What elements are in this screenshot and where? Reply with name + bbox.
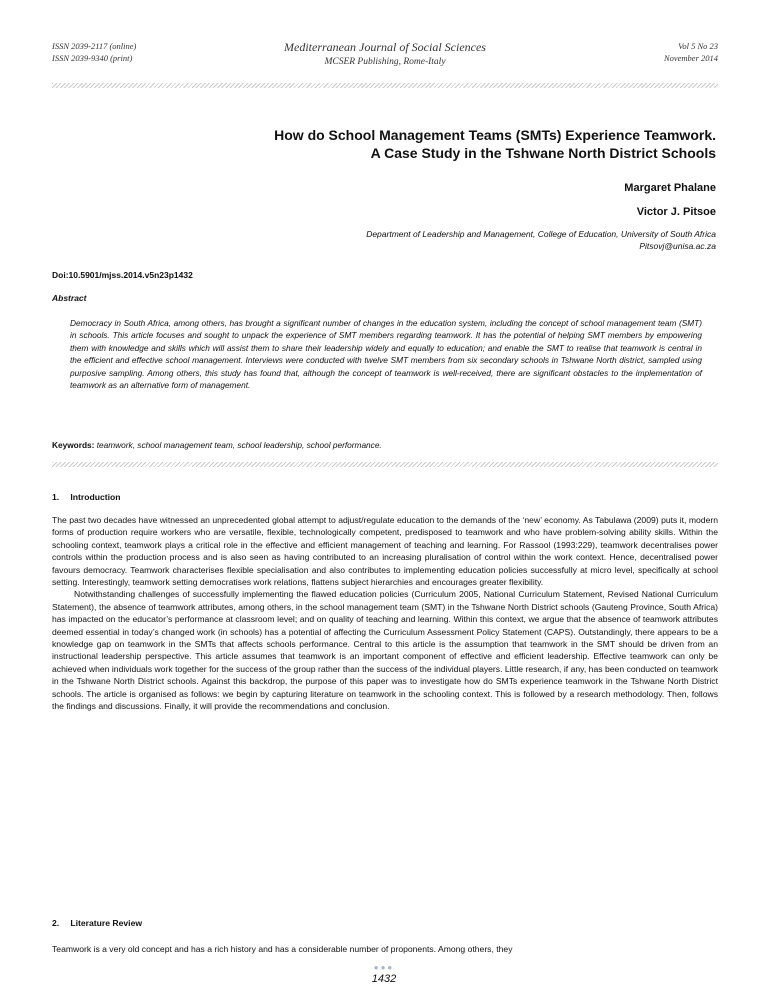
title-line-2: A Case Study in the Tshwane North District Schools <box>370 145 716 161</box>
issue-date: November 2014 <box>663 53 718 63</box>
abstract-text: Democracy in South Africa, among others, has brought a significant number of changes in the education system, including the concept of school management team (SMT) in schools. This article focuses and sought to unpack the experience of SMT members regarding teamwork. It has the potential of helping SMT members by empowering them with knowledge and skills which will assist them to share their leadership widely and equally to education; and enable the SMT to realise that teamwork is central in the efficient and effective school management. Interviews were conducted with twelve SMT members from six secondary schools in Tshwane North district, sampled using purposive sampling. Among others, this study has found that, although the concept of teamwork is well-received, there are significant obstacles to the implementation of teamwork as an alternative form of management. <box>70 318 702 391</box>
affiliation-email[interactable]: Pitsovj@unisa.ac.za <box>639 241 716 251</box>
section-title: Literature Review <box>70 918 143 928</box>
running-header <box>52 40 718 84</box>
affiliation <box>156 228 716 252</box>
abstract-divider <box>52 462 718 467</box>
paragraph: The past two decades have witnessed an unprecedented global attempt to adjust/regulate education to the demands of the ‘new’ economy. As Tabulawa (2009) puts it, modern forms of production require workers who are versatile, flexible, technologically competent, predisposed to teamwork and who have problem-solving ability skills. Within the schooling context, teamwork plays a critical role in the effective and efficient management of teaching and learning. For Rassool (1993:229), teamwork decentralises power controls within the production process and is also seen as having contributed to an increasing pluralisation of control within the work context. Hence, decentralised power favours democracy. Teamwork characterises flexible specialisation and also contributes to implementing education policies successfully at micro level, specifically at school setting. Interestingly, teamwork setting democratises work relations, flattens subject hierarchies and encourages greater flexibility. <box>52 515 718 588</box>
paragraph: Notwithstanding challenges of successfully implementing the flawed education policies (Curriculum 2005, National Curriculum Statement, Revised National Curriculum Statement), the absence of teamwork attributes, among others, in the school management team (SMT) in the Tshwane North District schools (Gauteng Province, South Africa) has impacted on the educator’s performance at classroom level; and on quality of teaching and learning. Within this context, we argue that the absence of teamwork attributes deemed essential in today’s changed work (in schools) has a potential of affecting the Curriculum Assessment Policy Statement (CAPS). Outstandingly, there appears to be a knowledge gap on teamwork in the SMTs that affects schools performance. Central to this article is the assumption that teamwork in the SMT should be driven from an instructional leadership perspective. This article assumes that teamwork is an important component of effective and efficient leadership. Effective teamwork can only be achieved when individuals work together for the success of the group rather than the success of the individual players. Little research, if any, has been conducted on teamwork in the Tshwane North District schools. Against this backdrop, the purpose of this paper was to investigate how do SMTs experience teamwork in the Tshwane North District schools. The article is organised as follows: we begin by capturing literature on teamwork in the schooling context. This is followed by a research methodology. Then, follows the findings and discussions. Finally, it will provide the recommendations and conclusion. <box>52 589 718 712</box>
title-line-1: How do School Management Teams (SMTs) Experience Teamwork. <box>274 127 716 143</box>
paragraph: Teamwork is a very old concept and has a rich history and has a considerable number of proponents. Among others, they <box>52 944 513 954</box>
page-number: 1432 <box>371 973 397 985</box>
section-heading-literature-review <box>52 918 142 928</box>
keywords <box>52 440 718 450</box>
article-title <box>156 126 716 162</box>
affiliation-department: Department of Leadership and Management, College of Education, University of South Africa <box>366 229 716 239</box>
volume-block <box>664 40 718 64</box>
page-footer <box>0 964 768 986</box>
journal-name: Mediterranean Journal of Social Sciences <box>284 40 486 54</box>
section-title: Introduction <box>70 492 121 502</box>
author-2: Victor J. Pitsoe <box>636 206 716 218</box>
header-divider <box>52 83 718 88</box>
section-number: 2. <box>52 918 60 928</box>
volume-issue: Vol 5 No 23 <box>678 41 718 51</box>
footer-dots-icon: ●●● <box>373 963 395 972</box>
literature-review-body <box>52 943 718 955</box>
keywords-text: teamwork, school management team, school leadership, school performance. <box>96 440 382 450</box>
publisher-name: MCSER Publishing, Rome-Italy <box>324 57 446 67</box>
issn-print: ISSN 2039-9340 (print) <box>52 53 133 63</box>
section-heading-introduction <box>52 492 121 502</box>
abstract-heading: Abstract <box>52 293 87 303</box>
doi[interactable]: Doi:10.5901/mjss.2014.v5n23p1432 <box>52 270 193 280</box>
keywords-label: Keywords: <box>52 440 95 450</box>
author-1: Margaret Phalane <box>624 182 716 194</box>
introduction-body <box>52 514 718 713</box>
journal-block <box>52 40 718 69</box>
section-number: 1. <box>52 492 60 502</box>
issn-online: ISSN 2039-2117 (online) <box>52 41 137 51</box>
